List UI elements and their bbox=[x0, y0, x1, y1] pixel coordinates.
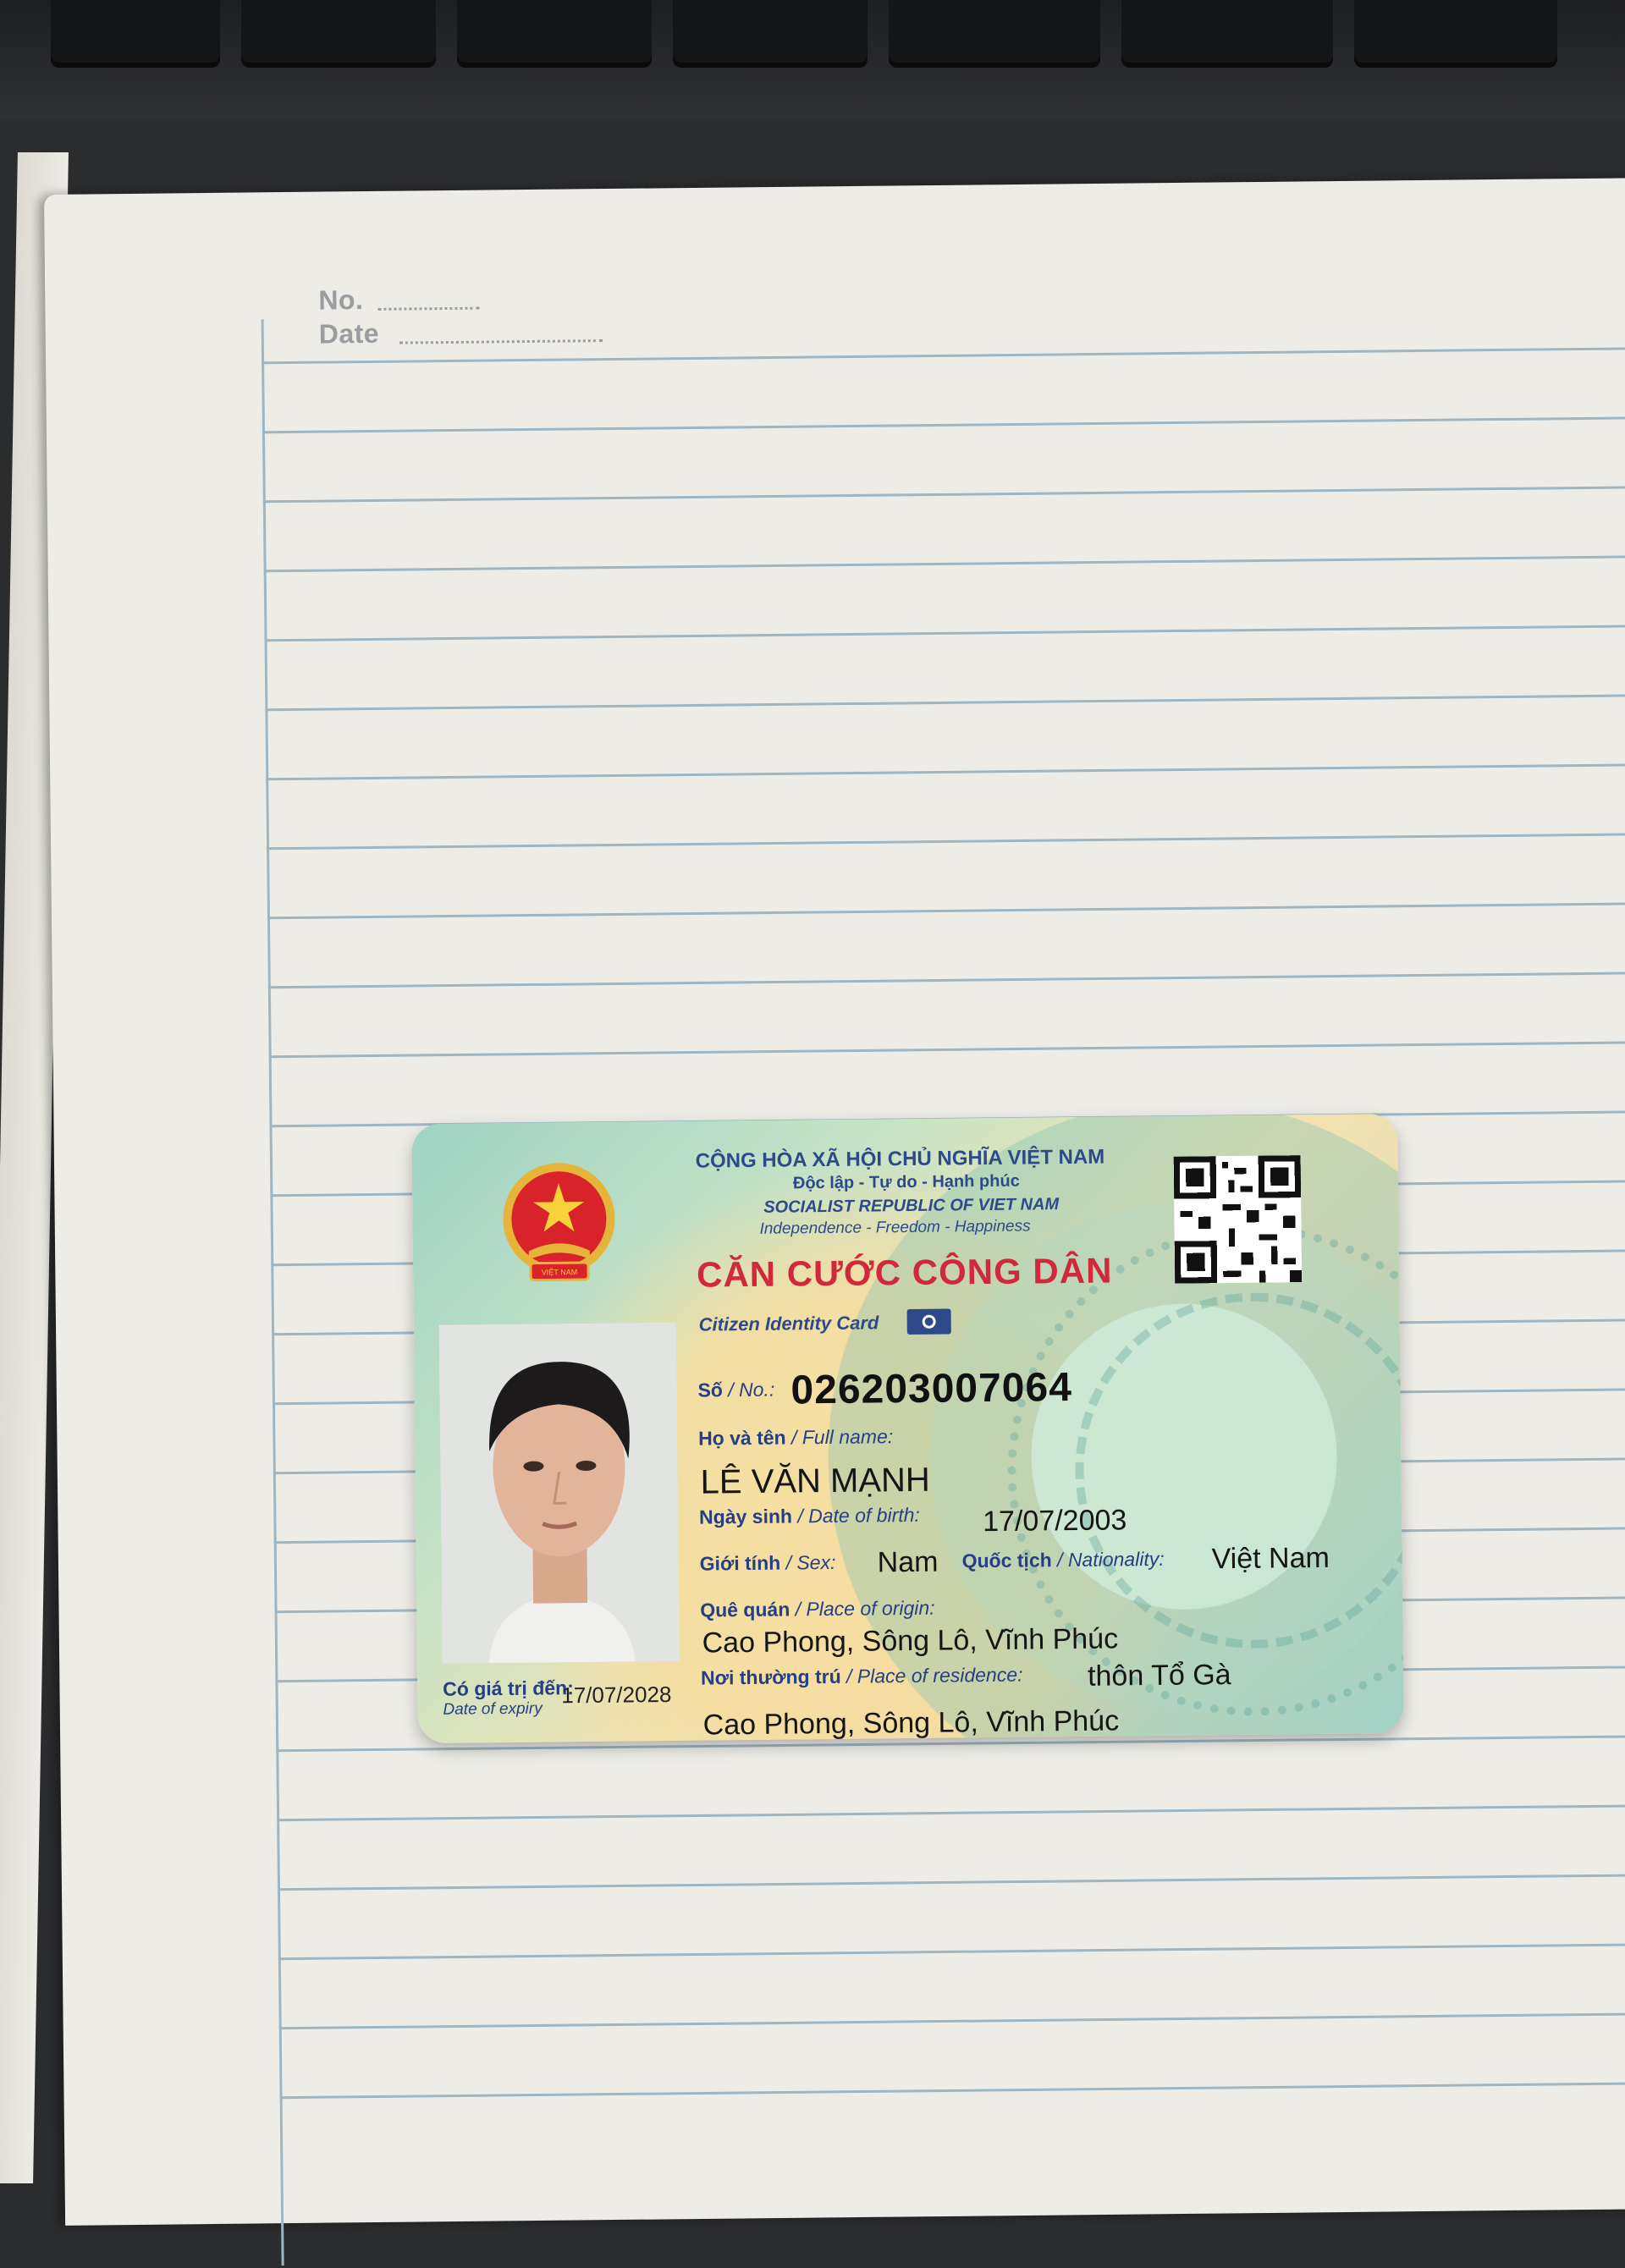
card-subtitle: Citizen Identity Card bbox=[698, 1312, 879, 1335]
nationality-value: Việt Nam bbox=[1211, 1541, 1330, 1576]
keyboard-key bbox=[1354, 0, 1557, 68]
ruled-line bbox=[263, 486, 1625, 504]
name-label: Họ và tên / Full name: bbox=[697, 1425, 894, 1450]
ruled-line bbox=[267, 902, 1625, 920]
keyboard-key bbox=[457, 0, 652, 68]
notebook-no-line bbox=[377, 307, 479, 311]
ruled-line bbox=[264, 555, 1625, 573]
keyboard bbox=[0, 0, 1625, 118]
residence-label: Nơi thường trú / Place of residence: bbox=[700, 1663, 1023, 1689]
place-of-origin: Cao Phong, Sông Lô, Vĩnh Phúc bbox=[702, 1622, 1119, 1660]
ruled-line bbox=[265, 625, 1625, 642]
motto-vn: Độc lập - Tự do - Hạnh phúc bbox=[792, 1171, 1020, 1193]
keyboard-key bbox=[673, 0, 868, 68]
national-emblem-icon bbox=[491, 1157, 628, 1294]
ruled-line bbox=[262, 347, 1625, 365]
chip-symbol-icon bbox=[907, 1308, 951, 1335]
card-number: 026203007064 bbox=[790, 1364, 1073, 1413]
card-title: CĂN CƯỚC CÔNG DÂN bbox=[696, 1250, 1113, 1295]
notebook-date-line bbox=[399, 339, 603, 344]
keyboard-key bbox=[241, 0, 436, 68]
dob-label: Ngày sinh / Date of birth: bbox=[698, 1503, 920, 1528]
ruled-line bbox=[278, 1943, 1625, 1961]
sex-value: Nam bbox=[877, 1545, 939, 1579]
motto-en: Independence - Freedom - Happiness bbox=[759, 1217, 1031, 1238]
residence-line-1: thôn Tổ Gà bbox=[1087, 1659, 1231, 1693]
ruled-line bbox=[268, 972, 1625, 989]
expiry-value: 17/07/2028 bbox=[561, 1681, 672, 1709]
expiry-label-vn: Có giá trị đến: bbox=[443, 1676, 574, 1700]
header-vn: CỘNG HÒA XÃ HỘI CHỦ NGHĨA VIỆT NAM bbox=[695, 1145, 1105, 1173]
residence-line-2: Cao Phong, Sông Lô, Vĩnh Phúc bbox=[702, 1704, 1120, 1742]
full-name: LÊ VĂN MẠNH bbox=[700, 1461, 931, 1501]
ruled-line bbox=[262, 416, 1625, 434]
keyboard-key bbox=[889, 0, 1100, 68]
sex-label: Giới tính / Sex: bbox=[699, 1550, 836, 1575]
ruled-line bbox=[266, 763, 1625, 781]
emblem-text: VIỆT NAM bbox=[541, 1268, 578, 1277]
ruled-line bbox=[267, 833, 1625, 850]
date-of-birth: 17/07/2003 bbox=[982, 1504, 1127, 1539]
portrait-photo bbox=[439, 1323, 680, 1664]
portrait-illustration bbox=[439, 1323, 680, 1664]
header-en: SOCIALIST REPUBLIC OF VIET NAM bbox=[763, 1195, 1060, 1217]
ruled-line bbox=[269, 1041, 1625, 1059]
ruled-line bbox=[280, 2082, 1625, 2100]
notebook-no-label: No. bbox=[318, 284, 364, 316]
ruled-line bbox=[277, 1804, 1625, 1822]
ruled-line bbox=[279, 2012, 1625, 2030]
ruled-line bbox=[278, 1874, 1625, 1891]
notebook-date-label: Date bbox=[318, 317, 380, 350]
qr-code bbox=[1174, 1155, 1303, 1284]
nationality-label: Quốc tịch / Nationality: bbox=[961, 1547, 1165, 1572]
keyboard-key bbox=[1121, 0, 1333, 68]
number-label: Số / No.: bbox=[697, 1378, 775, 1401]
expiry-label-en: Date of expiry bbox=[443, 1699, 543, 1719]
margin-line bbox=[262, 319, 284, 2265]
keyboard-key bbox=[51, 0, 220, 68]
citizen-identity-card bbox=[411, 1114, 1404, 1743]
ruled-line bbox=[265, 694, 1625, 712]
origin-label: Quê quán / Place of origin: bbox=[700, 1596, 935, 1621]
